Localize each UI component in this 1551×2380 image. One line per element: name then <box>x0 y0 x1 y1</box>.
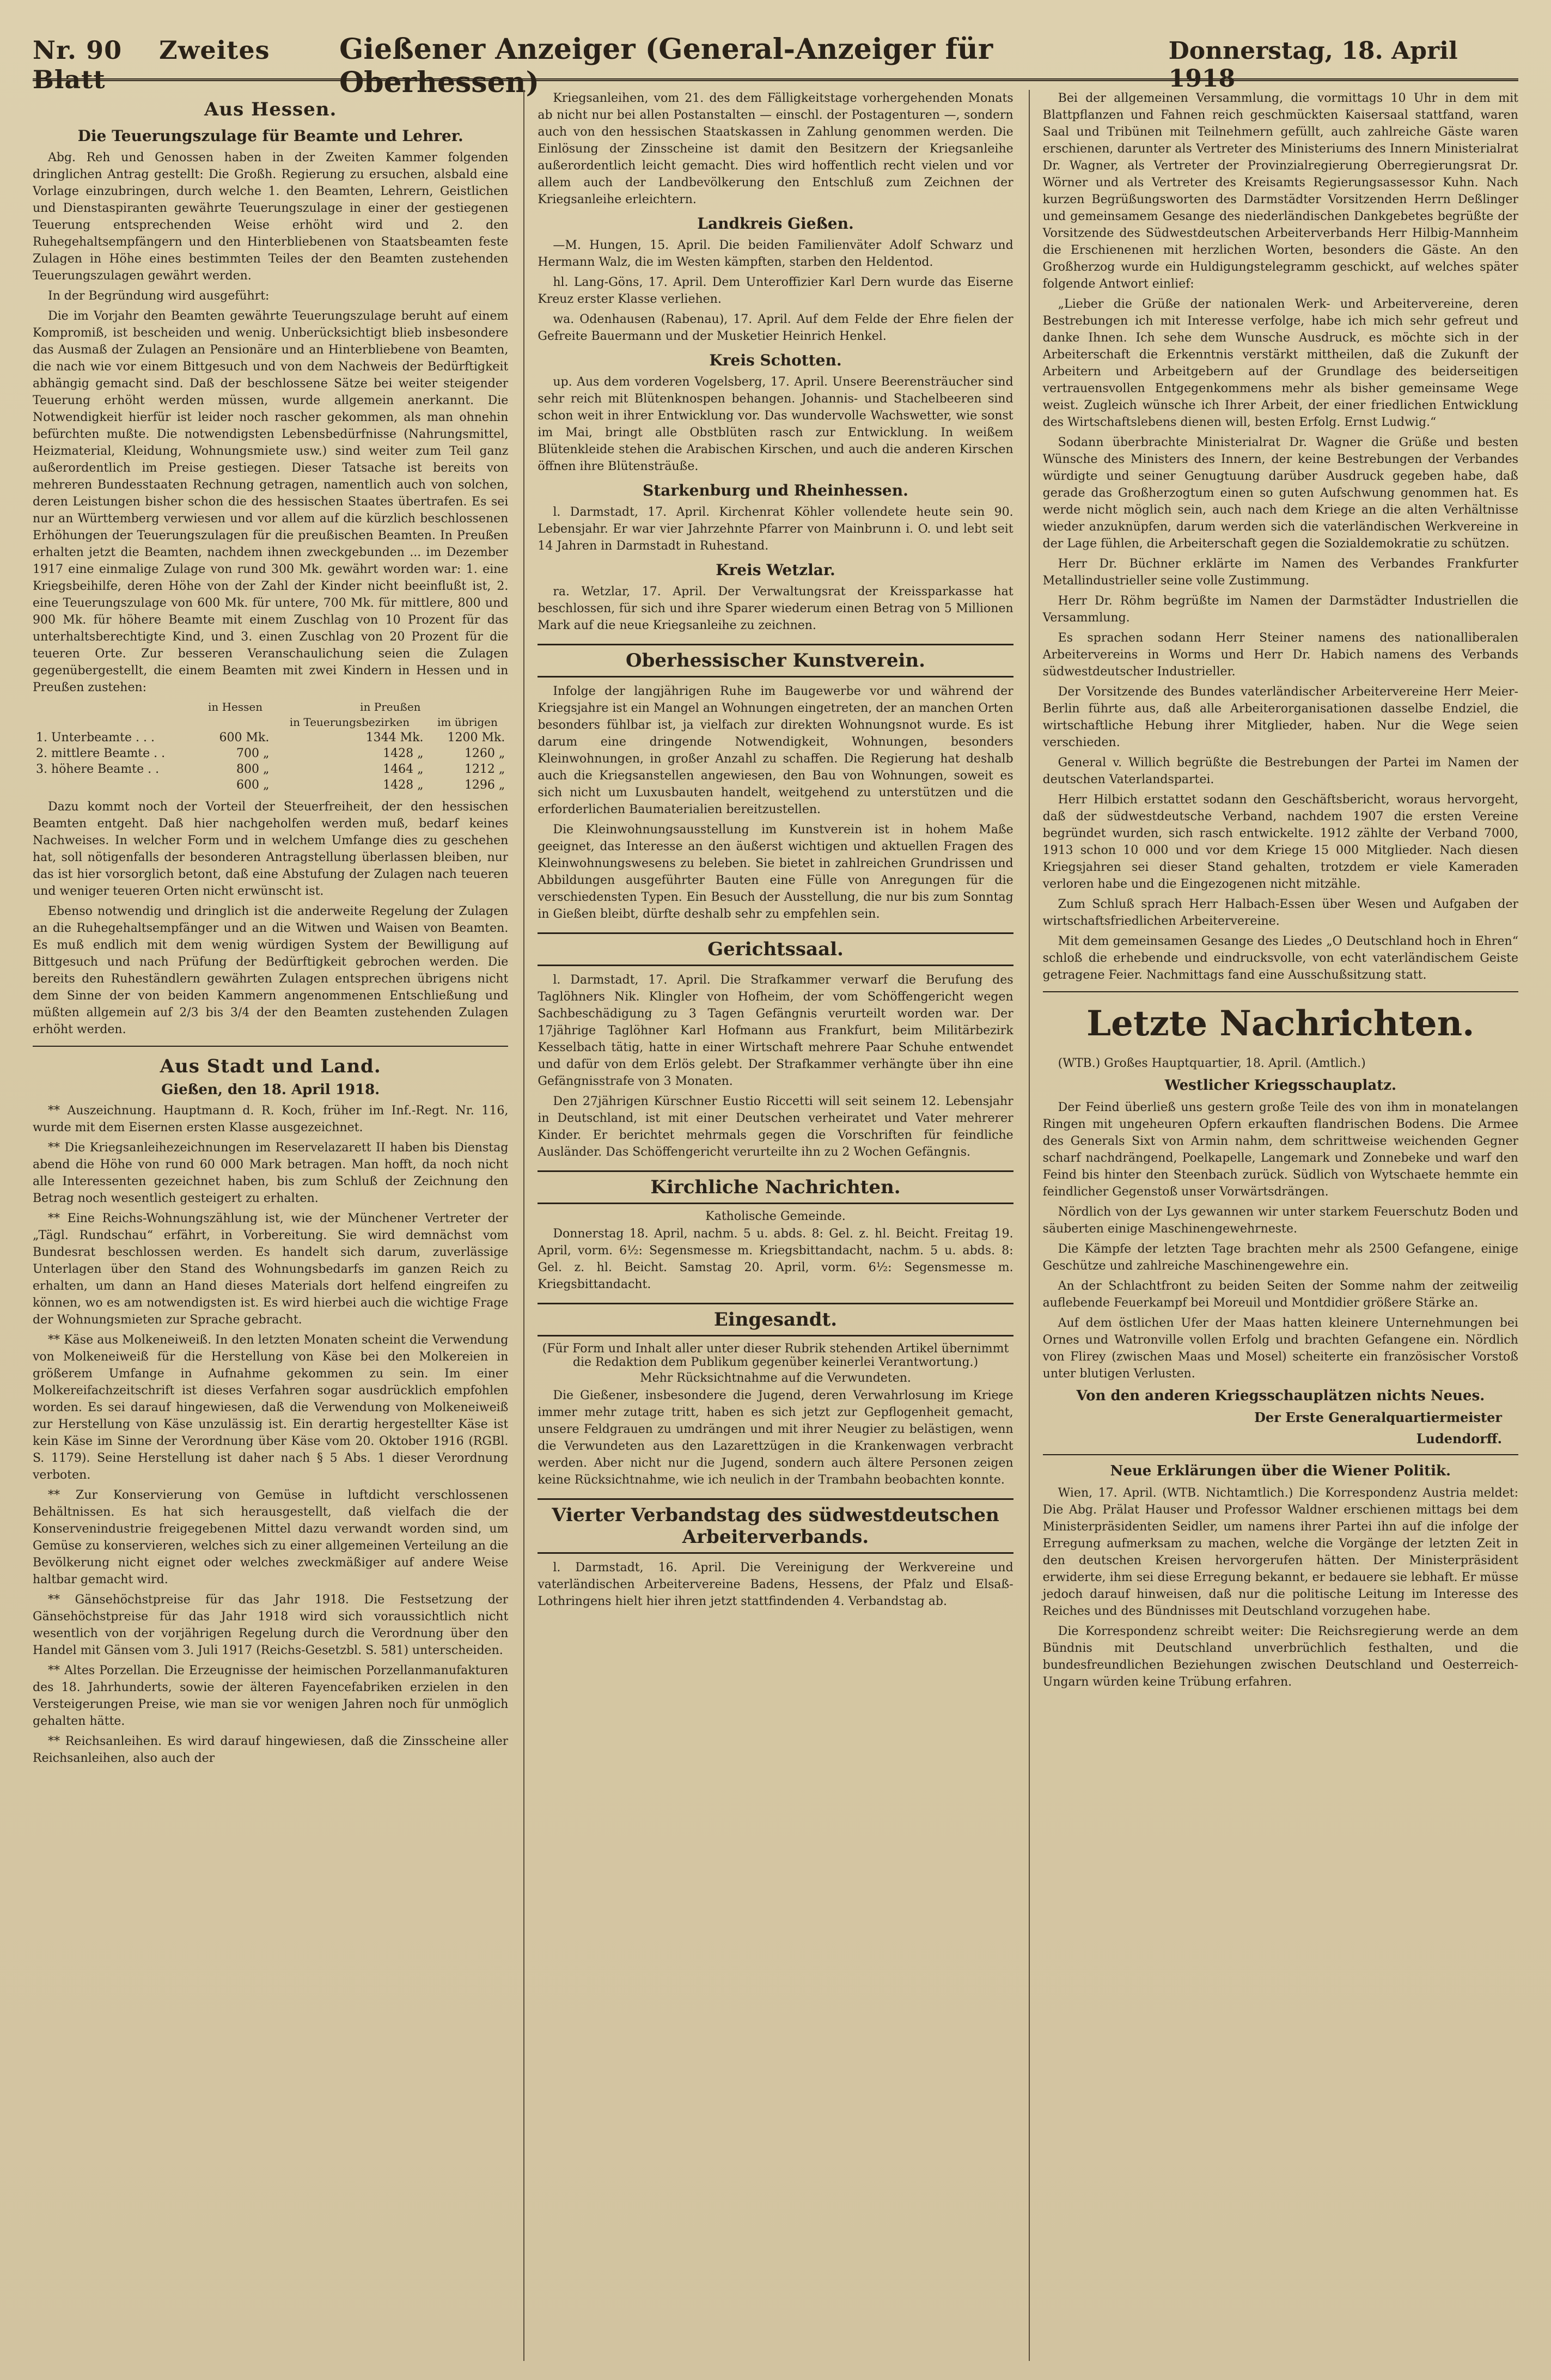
wtb-dateline: (WTB.) Großes Hauptquartier, 18. April. (Amtlich.) <box>1058 1057 1366 1070</box>
cell-hessen: 800 „ <box>236 762 270 776</box>
paragraph: Sodann überbrachte Ministerialrat Dr. Wagner die Grüße und besten Wünsche des Ministers des Innern, der keine Bestrebungen der Verbandes würdigte und seiner Genugtuung darüber Ausdruck gegeben habe, daß gerade das Großherzogtum einen so guten Aufschwung genommen hat. Es werde nicht möglich sein, auch nach dem Kriege an die alten Verhältnisse wieder anzuknüpfen, darum werden sich die vaterländischen Werkvereine in der Lage fühlen, die Arbeiterschaft gegen die Sozialdemokratie zu schützen. <box>1042 436 1518 551</box>
heading-kunstverein: Oberhessischer Kunstverein. <box>538 644 1013 678</box>
cell-ub: 1212 „ <box>464 762 505 776</box>
paragraph: Herr Dr. Büchner erklärte im Namen des Verbandes Frankfurter Metallindustrieller seine volle Zustimmung. <box>1042 557 1518 588</box>
table-head-tb: in Teuerungsbezirken <box>289 716 410 729</box>
subhead-teuerungszulage: Die Teuerungszulage für Beamte und Lehrer. <box>77 127 463 145</box>
paragraph: „Lieber die Grüße der nationalen Werk- und Arbeitervereine, deren Bestrebungen ich mit Interesse verfolge, habe ich mich sehr gefreut und danke Ihnen. Ich sehe dem Wunsche Ausdruck, es möchte sich in der Arbeiterschaft die Erkenntnis verstärkt mittheilen, daß die Zukunft der Arbeitern und Arbeitgebern auf der Grundlage des beiderseitigen vertrauensvollen Entgegenkommens mehr als bisher gemeinsame Wege weist. Zugleich wünsche ich Ihrer Arbeit, der einer friedlichen Entwicklung des Wirtschaftslebens dienen will, besten Erfolg. Ernst Ludwig.“ <box>1042 297 1518 429</box>
signature-title: Der Erste Generalquartiermeister <box>1254 1409 1502 1425</box>
paragraph: Abg. Reh und Genossen haben in der Zweiten Kammer folgenden dringlichen Antrag gestellt: Die Großh. Regierung zu ersuchen, alsbald eine Vorlage einzubringen, durch welche 1. den Beamten, Lehrern, Geistlichen und Dienstaspiranten gewährte Teuerungszulage in einer der gestiegenen Teuerung entsprechenden Weise erhöht wird und 2. den Ruhegehaltsempfängern und den Hinterbliebenen von Staatsbeamten feste Zulagen in Höhe eines bestimmten Teiles der den Beamten zustehenden Teuerungszulagen gewährt werden. <box>33 151 509 283</box>
cell-hessen: 700 „ <box>236 747 270 760</box>
table-head-preussen: in Preußen <box>360 700 421 713</box>
heading-starkenburg: Starkenburg und Rheinhessen. <box>643 481 908 499</box>
column-1 <box>33 90 508 2361</box>
paragraph: ** Reichsanleihen. Es wird darauf hingewiesen, daß die Zinsscheine aller Reichsanleihen, also auch der <box>33 1735 509 1765</box>
paragraph: Kriegsanleihen, vom 21. des dem Fälligkeitstage vorhergehenden Monats ab nicht nur bei allen Postanstalten — einschl. der Postagenturen —, sondern auch von den hessischen Staatskassen in Zahlung genommen werden. Die Einlösung der Zinsscheine ist damit den Besitzern der Kriegsanleihe außerordentlich leicht gemacht. Dies wird hoffentlich recht vielen und vor allem auch der Landbevölkerung den Entschluß zum Zeichnen der Kriegsanleihe erleichtern. <box>538 91 1013 206</box>
paragraph: Herr Dr. Röhm begrüßte im Namen der Darmstädter Industriellen die Versammlung. <box>1042 594 1518 625</box>
column-3 <box>1029 90 1518 2361</box>
eingesandt-disclaimer: (Für Form und Inhalt aller unter dieser Rubrik stehenden Artikel übernimmt die Redaktion dem Publikum gegenüber keinerlei Verantwortung.) <box>542 1342 1009 1369</box>
cell-tb: 1464 „ <box>383 762 424 776</box>
other-fronts-note: Von den anderen Kriegsschauplätzen nichts Neues. <box>1076 1388 1485 1404</box>
paragraph: Infolge der langjährigen Ruhe im Baugewerbe vor und während der Kriegsjahre ist ein Mangel an Wohnungen eingetreten, der an manchen Orten besonders fühlbar ist, ja vielfach zur direkten Wohnungsnot wurde. Es ist darum eine dringende Notwendigkeit, Wohnungen, besonders Kleinwohnungen, in großer Anzahl zu schaffen. Die Regierung hat deshalb auch die Kriegsanstellen angewiesen, den Bau von Wohnungen, soweit es sich nicht um Luxusbauten handelt, weitgehend zu unterstützen und die erforderlichen Baumaterialien bereitzustellen. <box>538 685 1013 816</box>
cell-ub: 1260 „ <box>464 747 505 760</box>
paragraph: Der Vorsitzende des Bundes vaterländischer Arbeitervereine Herr Meier-Berlin führte aus, daß alle Arbeiterorganisationen dasselbe Endziel, die wirtschaftliche Hebung ihrer Mitglieder, haben. Nur die Wege seien verschieden. <box>1042 685 1518 749</box>
paragraph: ** Die Kriegsanleihezeichnungen im Reservelazarett II haben bis Dienstag abend die Höhe von rund 60 000 Mark betragen. Man hofft, da noch nicht alle Interessenten gezeichnet haben, bis zum Schluß der Zeichnung den Betrag noch wesentlich gesteigert zu erhalten. <box>33 1141 509 1205</box>
paragraph: Ebenso notwendig und dringlich ist die anderweite Regelung der Zulagen an die Ruhegehaltsempfänger und an die Witwen und Waisen von Beamten. Es muß endlich mit dem wenig würdigen System der Bewilligung auf Bittgesuch und nach Prüfung der Bedürftigkeit gebrochen werden. Die bereits den Ruheständlern gewährten Zulagen entsprechen übrigens nicht dem Sinne der von beiden Kammern angenommenen Entschließung und müßten allgemein auf 2/3 bis 3/4 der den Beamten zustehenden Zulagen erhöht werden. <box>33 905 509 1036</box>
eingesandt-subheading: Mehr Rücksichtnahme auf die Verwundeten. <box>640 1371 911 1385</box>
cell-ub: 1200 Mk. <box>447 731 505 744</box>
table-subheader-row <box>33 715 508 730</box>
column-2 <box>523 90 1013 2361</box>
heading-gerichtssaal: Gerichtssaal. <box>538 932 1013 966</box>
divider <box>1043 991 1518 992</box>
table-row <box>33 746 508 761</box>
heading-letzte-nachrichten: Letzte Nachrichten. <box>1086 1003 1475 1044</box>
table-row <box>33 761 508 777</box>
table-head-hessen: in Hessen <box>207 700 263 713</box>
heading-landkreis-giessen: Landkreis Gießen. <box>697 215 854 233</box>
masthead <box>33 33 1518 99</box>
table-row <box>33 777 508 793</box>
masthead-number-sheet <box>33 35 339 94</box>
cell-tb: 1344 Mk. <box>365 731 424 744</box>
paragraph: Nördlich von der Lys gewannen wir unter starkem Feuerschutz Boden und säuberten einige Maschinengewehrneste. <box>1042 1205 1518 1236</box>
cell-tb: 1428 „ <box>383 747 424 760</box>
row-label: 1. Unterbeamte . . . <box>36 731 155 744</box>
heading-wiener-politik: Neue Erklärungen über die Wiener Politik. <box>1110 1463 1451 1479</box>
row-label <box>33 777 198 793</box>
paragraph: Zum Schluß sprach Herr Halbach-Essen über Wesen und Aufgaben der wirtschaftsfriedlichen Arbeitervereine. <box>1042 898 1518 928</box>
subheading-katholische-gemeinde: Katholische Gemeinde. <box>705 1210 846 1223</box>
paragraph: Der Feind überließ uns gestern große Teile des von ihm in monatelangen Ringen mit ungeheuren Opfern erkauften flandrischen Bodens. Die Armee des Generals Sixt von Armin nahm, dem schrittweise weichenden Gegner scharf nachdrängend, Poelkapelle, Langemark und Zonnebeke und warf den Feind bis hinter den Steenbach zurück. Südlich von Wytschaete hemmte ein feindlicher Gegenstoß unser Vorwärtsdrängen. <box>1042 1101 1518 1199</box>
heading-eingesandt: Eingesandt. <box>538 1303 1013 1337</box>
paragraph: Die im Vorjahr den Beamten gewährte Teuerungszulage beruht auf einem Kompromiß, ist bescheiden und wenig. Unberücksichtigt blieb insbesondere das Ausmaß der Zulagen an Pensionäre und an Hinterbliebene von Beamten, die nach wie vor einem Bittgesuch und von dem Nachweis der Bedürftigkeit abhängig gemacht sind. Daß der beschlossene Sätze bei weiter steigender Teuerung erhöht werden müssen, wurde allgemein anerkannt. Die Notwendigkeit hierfür ist leider noch rascher gekommen, als man ohnehin befürchten mußte. Die notwendigsten Lebensbedürfnisse (Nahrungsmittel, Heizmaterial, Kleidung, Wohnungsmiete usw.) sind weiter zum Teil ganz außerordentlich im Preise gestiegen. Dieser Tatsache ist bereits von mehreren Bundesstaaten Rechnung getragen, namentlich auch von solchen, deren Leistungen bisher schon die des hessischen Staates übertrafen. Es sei nur an Württemberg verwiesen und vor allem auf die kürzlich beschlossenen Erhöhungen der Teuerungszulagen für die preußischen Beamten. In Preußen erhalten jetzt die Beamten, nachdem ihnen zweckgebunden ... im Dezember 1917 eine einmalige Zulage von rund 300 Mk. gewährt worden war: 1. eine Kriegsbeihilfe, deren Höhe von der Zahl der Kinder nicht beeinflußt ist, 2. eine Teuerungszulage von 600 Mk. für untere, 700 Mk. für mittlere, 800 und 900 Mk. für höhere Beamte mit einem Zuschlag von 10 Prozent für das unterhaltsberechtigte Kind, und 3. einen Zuschlag von 20 Prozent für die teueren Orte. Zur besseren Veranschaulichung seien die Zulagen gegenübergestellt, die einem Beamten mit zwei Kindern in Hessen und in Preußen zustehen: <box>33 309 509 694</box>
paragraph: Donnerstag 18. April, nachm. 5 u. abds. 8: Gel. z. hl. Beicht. Freitag 19. April, vorm. 6½: Segensmesse m. Kriegsbittandacht, nachm. 5 u. abds. 8: Gel. z. hl. Beicht. Samstag 20. April, vorm. 6½: Segensmesse m. Kriegsbittandacht. <box>538 1227 1013 1291</box>
paragraph: l. Darmstadt, 17. April. Die Strafkammer verwarf die Berufung des Taglöhners Nik. Klingler von Hofheim, der vom Schöffengericht wegen Sachbeschädigung zu 3 Tagen Gefängnis verurteilt worden war. Der 17jährige Taglöhner Karl Hofmann aus Frankfurt, beim Militärbezirk Kesselbach tätig, hatte in einer Wirtschaft mehrere Paar Schuhe entwendet und dafür von dem Erlös gelebt. Der Strafkammer verhängte über ihn eine Gefängnisstrafe von 3 Monaten. <box>538 973 1013 1088</box>
paragraph: l. Darmstadt, 17. April. Kirchenrat Köhler vollendete heute sein 90. Lebensjahr. Er war vier Jahrzehnte Pfarrer von Mainbrunn i. O. und lebt seit 14 Jahren in Darmstadt in Ruhestand. <box>538 505 1013 553</box>
paragraph: ra. Wetzlar, 17. April. Der Verwaltungsrat der Kreissparkasse hat beschlossen, für sich und ihre Sparer wiederum einen Betrag von 5 Millionen Mark auf die neue Kriegsanleihe zu zeichnen. <box>538 585 1013 632</box>
paragraph: Die Korrespondenz schreibt weiter: Die Reichsregierung werde an dem Bündnis mit Deutschland unverbrüchlich festhalten, und die bundesfreundlichen Beziehungen zwischen Deutschland und Oesterreich-Ungarn würden keine Trübung erfahren. <box>1042 1625 1518 1689</box>
dateline: Gießen, den 18. April 1918. <box>161 1082 380 1098</box>
paragraph: Mit dem gemeinsamen Gesange des Liedes „O Deutschland hoch in Ehren“ schloß die erhebende und eindrucksvolle, von echt vaterländischem Geiste getragene Feier. Nachmittags fand eine Ausschußsitzung statt. <box>1042 935 1518 982</box>
paragraph: Es sprachen sodann Herr Steiner namens des nationalliberalen Arbeitervereins in Worms und Herr Dr. Habich namens des Verbands südwestdeutscher Industrieller. <box>1042 631 1518 679</box>
section-title-aus-hessen: Aus Hessen. <box>204 99 337 120</box>
divider <box>33 1046 508 1047</box>
divider <box>1043 1454 1518 1455</box>
issue-number: Nr. 90 <box>33 35 123 65</box>
paragraph: ** Zur Konservierung von Gemüse in luftdicht verschlossenen Behältnissen. Es hat sich herausgestellt, daß vielfach die der Konservenindustrie freigegebenen Mittel dazu verwandt worden sind, um Gemüse zu konservieren, welches sich zu einer allgemeinen Verteilung an die Bevölkerung nicht eignet oder welches zweckmäßiger auf andere Weise haltbar gemacht wird. <box>33 1488 509 1586</box>
paragraph: hl. Lang-Göns, 17. April. Dem Unteroffizier Karl Dern wurde das Eiserne Kreuz erster Klasse verliehen. <box>538 276 1013 306</box>
heading-kreis-wetzlar: Kreis Wetzlar. <box>716 561 835 579</box>
paragraph: ** Gänsehöchstpreise für das Jahr 1918. Die Festsetzung der Gänsehöchstpreise für das Jahr 1918 wird sich voraussichtlich nicht wesentlich von der vorjährigen Regelung durch die Verordnung über den Handel mit Gänsen vom 3. Juli 1917 (Reichs-Gesetzbl. S. 581) unterscheiden. <box>33 1593 509 1657</box>
paragraph: In der Begründung wird ausgeführt: <box>48 289 270 303</box>
paragraph: up. Aus dem vorderen Vogelsberg, 17. April. Unsere Beerensträucher sind sehr reich mit Blütenknospen behangen. Johannis- und Stachelbeeren sind schon weit in ihrer Entwicklung vor. Das wundervolle Wachswetter, wie sonst im Mai, bringt alle Obstblüten rasch zur Entwicklung. In weißem Blütenkleide stehen die Arabischen Kirschen, und auch die anderen Kirschen öffnen ihre Blütensträuße. <box>538 375 1013 473</box>
issue-date: Donnerstag, 18. April 1918 <box>1168 37 1458 93</box>
paragraph: Die Kämpfe der letzten Tage brachten mehr als 2500 Gefangene, einige Geschütze und zahlreiche Maschinengewehre ein. <box>1042 1242 1518 1273</box>
paragraph: An der Schlachtfront zu beiden Seiten der Somme nahm der zeitweilig auflebende Feuerkampf bei Moreuil und Montdidier größere Stärke an. <box>1042 1279 1518 1310</box>
paragraph: l. Darmstadt, 16. April. Die Vereinigung der Werkvereine und vaterländischen Arbeitervereine Badens, Hessens, der Pfalz und Elsaß-Lothringens hielt hier ihren jetzt stattfindenden 4. Verbandstag ab. <box>538 1561 1013 1608</box>
columns <box>33 90 1518 2361</box>
paragraph: wa. Odenhausen (Rabenau), 17. April. Auf dem Felde der Ehre fielen der Gefreite Bauermann und der Musketier Heinrich Henkel. <box>538 313 1013 343</box>
allowance-table <box>33 699 508 793</box>
paragraph: Die Gießener, insbesondere die Jugend, deren Verwahrlosung im Kriege immer mehr zutage tritt, haben es sich jetzt zur Gepflogenheit gemacht, unsere Feldgrauen zu umdrängen und mit ihrer Neugier zu belästigen, wenn die Verwundeten aus den Lazarettzügen in die Krankenwagen verbracht werden. Aber nicht nur die Jugend, sondern auch ältere Personen zeigen keine Rücksichtnahme, wie ich neulich in der Trambahn beobachten konnte. <box>538 1389 1013 1487</box>
paragraph: Herr Hilbich erstattet sodann den Geschäftsbericht, woraus hervorgeht, daß der südwestdeutsche Verband, nachdem 1907 die ersten Vereine begründet wurden, sich rasch entwickelte. 1912 zählte der Verband 7000, 1913 schon 10 000 und vor dem Kriege 15 000 Mitglieder. Nach diesen Kriegsjahren sei dieser Stand gehalten, trotzdem er viele Kameraden verloren habe und die Eingezogenen nicht mitzähle. <box>1042 793 1518 891</box>
row-label: 2. mittlere Beamte . . <box>36 747 166 760</box>
paragraph: Bei der allgemeinen Versammlung, die vormittags 10 Uhr in dem mit Blattpflanzen und Fahnen reich geschmückten Kaisersaal stattfand, waren Saal und Tribünen mit Teilnehmern gefüllt, auch zahlreiche Gäste waren erschienen, darunter als Vertreter des Ministeriums des Innern Ministerialrat Dr. Wagner, als Vertreter der Provinzialregierung Oberregierungsrat Dr. Wörner und als Vertreter des Kreisamts Regierungsassessor Kuhn. Nach kurzen Begrüßungsworten des Darmstädter Vorsitzenden Herrn Deßlinger und gemeinsamem Gesange des niederländischen Dankgebetes begrüßte der Vorsitzende des Südwestdeutschen Arbeiterverbands Herr Hilbig-Mannheim die Erschienenen mit herzlichen Worten, besonders die Gäste. An den Großherzog wurde ein Huldigungstelegramm geschickt, auf welches später folgende Antwort einlief: <box>1042 91 1518 291</box>
paragraph: ** Altes Porzellan. Die Erzeugnisse der heimischen Porzellanmanufakturen des 18. Jahrhunderts, sowie der älteren Fayencefabriken erzielen in den Versteigerungen Preise, wie man sie vor wenigen Jahren noch für unmöglich gehalten hätte. <box>33 1664 509 1728</box>
heading-kirchliche-nachrichten: Kirchliche Nachrichten. <box>538 1170 1013 1204</box>
cell-ub: 1296 „ <box>464 778 505 792</box>
heading-westlicher-kriegsschauplatz: Westlicher Kriegsschauplatz. <box>1164 1077 1397 1094</box>
heading-kreis-schotten: Kreis Schotten. <box>709 351 842 369</box>
cell-hessen: 600 „ <box>236 778 270 792</box>
paragraph: Den 27jährigen Kürschner Eustio Riccetti will seit seinem 12. Lebensjahr in Deutschland, ist mit einer Deutschen verheiratet und Vater mehrerer Kinder. Er berichtet mehrmals gegen die Vorschriften für feindliche Ausländer. Das Schöffengericht verurteilte ihn zu 2 Wochen Gefängnis. <box>538 1095 1013 1159</box>
table-header-row <box>33 699 508 715</box>
cell-tb: 1428 „ <box>383 778 424 792</box>
sheet-label: Zweites Blatt <box>33 35 270 94</box>
paragraph: Wien, 17. April. (WTB. Nichtamtlich.) Die Korrespondenz Austria meldet: Die Abg. Prälat Hauser und Professor Waldner erschienen mittags bei dem Ministerpräsidenten Seidler, um namens ihrer Partei ihn auf die infolge der Erregung aufmerksam zu machen, welche die Vorgänge der letzten Zeit in den deutschen Kreisen hervorgerufen hätten. Der Ministerpräsident erwiderte, ihm sei diese Erregung bekannt, er bedauere sie lebhaft. Er müsse jedoch darauf hinweisen, daß nur die politische Leitung im Interesse des Reiches und des Bündnisses mit Deutschland vorzugehen habe. <box>1042 1486 1518 1618</box>
section-title-stadt-und-land: Aus Stadt und Land. <box>160 1055 381 1077</box>
paragraph: —M. Hungen, 15. April. Die beiden Familienväter Adolf Schwarz und Hermann Walz, die im Westen kämpften, starben den Heldentod. <box>538 239 1013 269</box>
paragraph: Die Kleinwohnungsausstellung im Kunstverein ist in hohem Maße geeignet, das Interesse an den äußerst wichtigen und aktuellen Fragen des Kleinwohnungswesens zu beleben. Sie bietet in zahlreichen Grundrissen und Abbildungen ausgeführter Bauten eine Fülle von Anregungen für die verschiedensten Typen. Ein Besuch der Ausstellung, die nur bis zum Sonntag in Gießen bleibt, dürfte deshalb sehr zu empfehlen sein. <box>538 823 1013 921</box>
table-row <box>33 730 508 746</box>
table-head-ub: im übrigen <box>437 716 498 729</box>
heading-verbandstag: Vierter Verbandstag des südwestdeutschen Arbeiterverbands. <box>538 1498 1013 1554</box>
paragraph: Dazu kommt noch der Vorteil der Steuerfreiheit, der den hessischen Beamten entgeht. Daß hier nachgeholfen werden muß, bedarf keines Nachweises. In welcher Form und in welchem Umfange dies zu geschehen hat, soll nötigenfalls der besonderen Antragstellung überlassen bleiben, nur das ist hier vorsorglich betont, daß eine Abstufung der Zulagen nach teueren und weniger teueren Orten nicht erwünscht ist. <box>33 800 509 898</box>
newspaper-title: Gießener Anzeiger (General-Anzeiger für Oberhessen) <box>339 33 993 99</box>
paragraph: ** Auszeichnung. Hauptmann d. R. Koch, früher im Inf.-Regt. Nr. 116, wurde mit dem Eisernen ersten Klasse ausgezeichnet. <box>33 1104 509 1134</box>
paragraph: ** Käse aus Molkeneiweiß. In den letzten Monaten scheint die Verwendung von Molkeneiweiß für die Herstellung von Käse bei den Molkereien in größerem Umfange in Aufnahme gekommen zu sein. Im einer Molkereifachzeitschrift ist dieses Verfahren sogar ausdrücklich empfohlen worden. Es sei darauf hingewiesen, daß die Verwendung von Molkeneiweiß zur Herstellung von Käse unzulässig ist. Ein derartig hergestellter Käse ist kein Käse im Sinne der Verordnung über Käse vom 20. Oktober 1916 (RGBl. S. 1179). Seine Herstellung ist daher nach § 5 Abs. 1 dieser Verordnung verboten. <box>33 1333 509 1482</box>
cell-hessen: 600 Mk. <box>219 731 270 744</box>
paragraph: General v. Willich begrüßte die Bestrebungen der Partei im Namen der deutschen Vaterlandspartei. <box>1042 756 1518 786</box>
paragraph: ** Eine Reichs-Wohnungszählung ist, wie der Münchener Vertreter der „Tägl. Rundschau“ erfährt, in Vorbereitung. Sie wird demnächst vom Bundesrat beschlossen werden. Es handelt sich darum, zuverlässige Unterlagen über den Stand des Wohnungsbedarfs im ganzen Reich zu erhalten, um dann an Hand dieses Materials dort helfend eingreifen zu können, wo es am notwendigsten ist. Es wird hierbei auch die wichtige Frage der Wohnungsmieten zur Sprache gebracht. <box>33 1212 509 1327</box>
signature-name: Ludendorff. <box>1416 1431 1502 1447</box>
paragraph: Auf dem östlichen Ufer der Maas hatten kleinere Unternehmungen bei Ornes und Watronville vollen Erfolg und brachten Gefangene ein. Nördlich von Flirey (zwischen Maas und Mosel) scheiterte ein französischer Vorstoß unter blutigen Verlusten. <box>1042 1316 1518 1381</box>
row-label: 3. höhere Beamte . . <box>36 762 160 776</box>
